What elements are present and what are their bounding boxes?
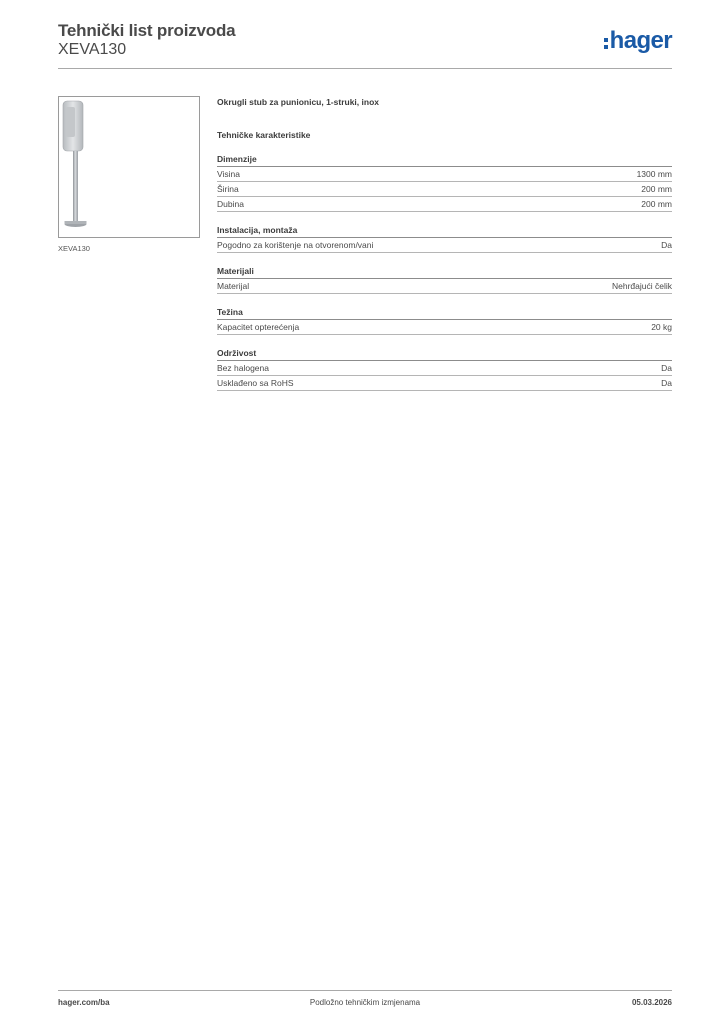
spec-row [217,167,672,182]
tech-characteristics-title: Tehničke karakteristike [217,130,311,140]
footer-divider [58,990,672,991]
spec-label: Materijal [217,281,250,291]
section-title: Materijali [217,265,672,279]
section-installation [217,224,672,253]
spec-value: 200 mm [641,184,672,194]
section-weight [217,306,672,335]
spec-label: Usklađeno sa RoHS [217,378,294,388]
section-sustainability [217,347,672,391]
spec-row [217,182,672,197]
footer-website[interactable]: hager.com/ba [58,998,110,1007]
spec-value: Da [661,240,672,250]
footer-date: 05.03.2026 [631,998,672,1007]
spec-row [217,361,672,376]
spec-label: Bez halogena [217,363,269,373]
section-title: Instalacija, montaža [217,224,672,238]
spec-label: Visina [217,169,240,179]
spec-value: 1300 mm [636,169,672,179]
spec-row [217,197,672,212]
product-code: XEVA130 [58,41,127,58]
logo-text: hager [609,27,672,54]
spec-row [217,376,672,391]
spec-label: Širina [217,184,239,194]
footer-note: Podložno tehničkim izmjenama [309,998,421,1007]
section-title: Težina [217,306,672,320]
spec-value: Da [661,363,672,373]
spec-row [217,238,672,253]
spec-value: 200 mm [641,199,672,209]
spec-row [217,320,672,335]
spec-content [217,96,672,391]
product-image-caption: XEVA130 [58,244,90,253]
spec-row [217,279,672,294]
section-materials [217,265,672,294]
page-header [58,20,672,68]
product-image [58,96,200,238]
product-description: Okrugli stub za punionicu, 1-struki, inox [217,97,379,107]
spec-value: Da [661,378,672,388]
spec-label: Kapacitet opterećenja [217,322,300,332]
spec-value: 20 kg [651,322,672,332]
section-title: Održivost [217,347,672,361]
spec-value: Nehrđajući čelik [612,281,672,291]
section-dimensions [217,153,672,212]
page-title: Tehnički list proizvoda [58,21,236,40]
spec-label: Pogodno za korištenje na otvorenom/vani [217,240,374,250]
header-divider [58,68,672,69]
charging-pillar-icon [59,97,199,237]
logo-dots-icon [604,38,608,49]
spec-label: Dubina [217,199,244,209]
section-title: Dimenzije [217,153,672,167]
hager-logo [604,27,672,55]
